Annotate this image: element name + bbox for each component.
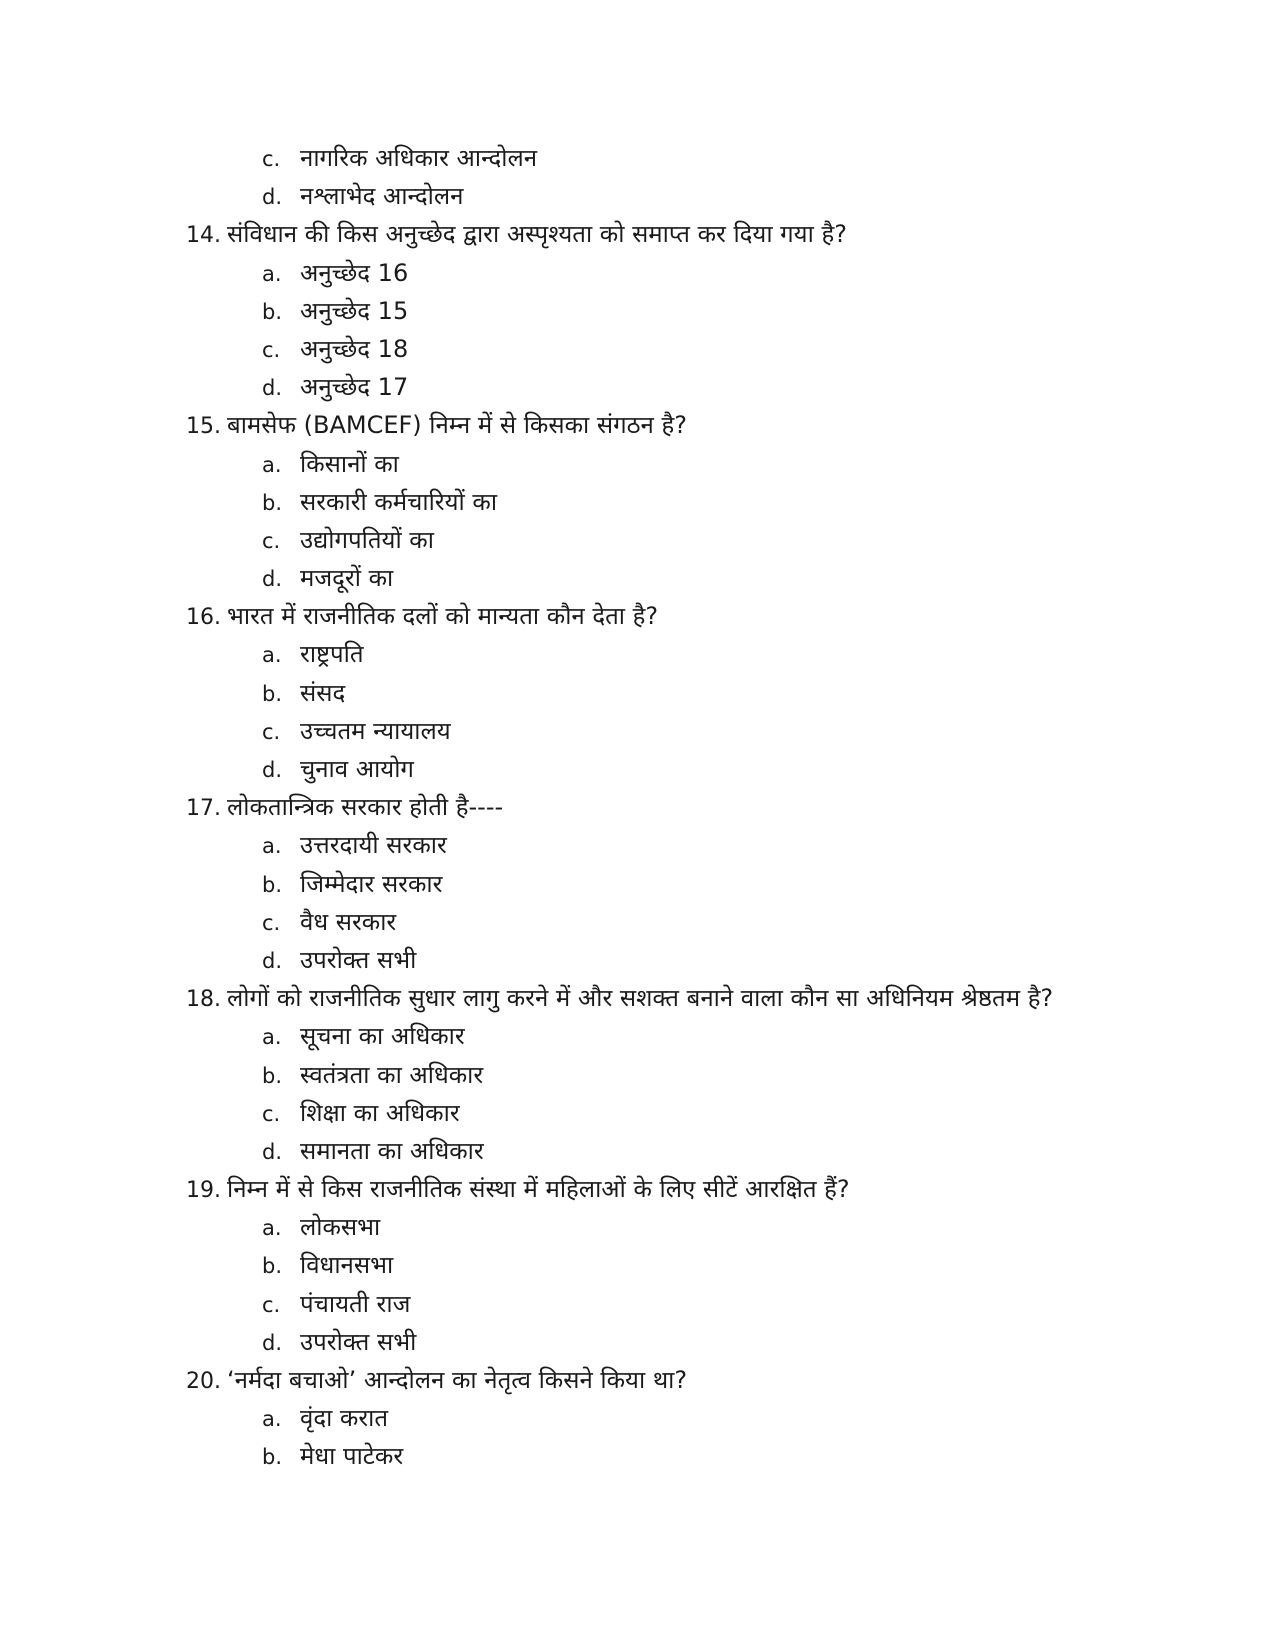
question-number: 17. [186,796,221,822]
option-letter: c. [262,719,281,744]
question-text: बामसेफ (BAMCEF) निम्न में से किसका संगठन है? [227,411,687,440]
option-letter: a. [262,834,282,859]
option-letter: c. [262,1292,281,1317]
option-letter: b. [262,1063,283,1088]
option-text: उपरोक्त सभी [300,945,417,974]
question-number: 18. [186,987,221,1013]
option-text: राष्ट्रपति [300,640,364,669]
option-text: चुनाव आयोग [300,755,414,783]
option-text: लोकसभा [300,1213,381,1242]
option-letter: d. [262,758,283,782]
option-line [0,177,1275,215]
option-letter: c. [262,910,281,935]
option-line [0,559,1275,597]
question-line [0,979,1275,1017]
option-text: उत्तरदायी सरकार [300,831,447,860]
option-letter: b. [262,490,283,515]
option-line [0,1323,1275,1361]
question-number: 15. [186,414,221,440]
option-letter: a. [262,261,282,286]
question-text: लोकतान्त्रिक सरकार होती है---- [227,793,504,822]
option-letter: c. [262,337,281,362]
option-text: नागरिक अधिकार आन्दोलन [300,144,538,172]
question-line [0,1361,1275,1399]
option-text: पंचायती राज [300,1289,411,1318]
option-line [0,445,1275,483]
option-text: जिम्मेदार सरकार [300,869,443,898]
option-text: नश्लाभेद आन्दोलन [300,182,464,211]
option-letter: a. [262,1216,282,1241]
option-letter: d. [262,1330,283,1355]
option-line [0,674,1275,712]
option-letter: b. [262,872,283,897]
option-text: मजदूरों का [300,564,394,593]
question-document [0,139,1275,1476]
option-letter: c. [262,147,281,171]
question-text: लोगों को राजनीतिक सुधार लागु करने में और सशक्त बनाने वाला कौन सा अधिनियम श्रेष्ठतम है? [227,984,1054,1013]
option-text: उच्चतम न्यायालय [300,716,451,745]
option-letter: b. [262,1254,283,1279]
option-line [0,1399,1275,1437]
question-line [0,215,1275,253]
option-line [0,139,1275,177]
option-letter: a. [262,1025,282,1050]
option-line [0,1285,1275,1323]
option-letter: d. [262,567,283,592]
option-line [0,941,1275,979]
option-line [0,1017,1275,1055]
question-number: 14. [186,223,221,249]
option-letter: d. [262,948,283,973]
question-text: निम्न में से किस राजनीतिक संस्था में महिलाओं के लिए सीटें आरक्षित हैं? [227,1175,850,1204]
option-text: अनुच्छेद 18 [300,334,409,363]
question-line [0,406,1275,444]
option-line [0,750,1275,788]
option-line [0,1208,1275,1246]
option-text: सरकारी कर्मचारियों का [300,487,498,516]
option-letter: b. [262,299,283,324]
option-line [0,521,1275,559]
option-text: समानता का अधिकार [300,1136,484,1165]
option-line [0,826,1275,864]
option-line [0,483,1275,521]
option-line [0,712,1275,750]
option-text: सूचना का अधिकार [300,1022,465,1051]
option-letter: c. [262,528,281,553]
option-line [0,865,1275,903]
option-text: अनुच्छेद 15 [300,296,409,325]
option-letter: a. [262,1407,282,1432]
option-text: वैध सरकार [300,907,397,936]
option-letter: d. [262,1139,283,1164]
option-line [0,1437,1275,1475]
question-text: संविधान की किस अनुच्छेद द्वारा अस्पृश्यता को समाप्त कर दिया गया है? [227,220,847,249]
option-line [0,1132,1275,1170]
option-text: संसद [300,678,346,707]
option-letter: d. [262,376,283,401]
option-text: वृंदा करात [300,1404,389,1433]
question-text: भारत में राजनीतिक दलों को मान्यता कौन देता है? [227,602,659,631]
option-letter: d. [262,185,283,210]
option-line [0,903,1275,941]
option-line [0,1094,1275,1132]
option-text: उपरोक्त सभी [300,1327,417,1356]
option-letter: c. [262,1101,281,1126]
question-number: 20. [186,1369,221,1394]
question-text: ‘नर्मदा बचाओ’ आन्दोलन का नेतृत्व किसने किया था? [227,1366,688,1394]
option-text: विधानसभा [300,1251,394,1280]
option-text: अनुच्छेद 16 [300,258,409,287]
option-letter: b. [262,681,283,706]
option-line [0,635,1275,673]
option-letter: b. [262,1445,283,1470]
question-number: 19. [186,1178,221,1204]
option-line [0,1246,1275,1284]
option-text: उद्योगपतियों का [300,525,434,554]
option-text: मेधा पाटेकर [300,1442,404,1471]
option-line [0,368,1275,406]
option-line [0,254,1275,292]
question-line [0,597,1275,635]
option-text: अनुच्छेद 17 [300,373,409,402]
option-line [0,292,1275,330]
option-text: शिक्षा का अधिकार [300,1098,460,1127]
option-line [0,330,1275,368]
option-text: किसानों का [300,449,399,478]
question-line [0,1170,1275,1208]
question-line [0,788,1275,826]
option-letter: a. [262,643,282,668]
option-line [0,1056,1275,1094]
option-text: स्वतंत्रता का अधिकार [300,1060,484,1089]
option-letter: a. [262,452,282,477]
question-number: 16. [186,605,221,631]
